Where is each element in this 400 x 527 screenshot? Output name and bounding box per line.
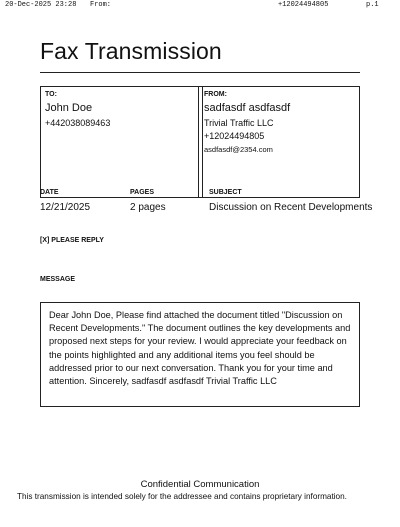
title-divider xyxy=(40,72,360,73)
fax-header-from-label: From: xyxy=(90,1,112,9)
address-divider xyxy=(198,87,203,197)
page-title: Fax Transmission xyxy=(40,38,222,64)
date-label: DATE xyxy=(40,189,59,196)
to-phone: +442038089463 xyxy=(45,118,111,128)
from-name: sadfasdf asdfasdf xyxy=(204,102,291,114)
fax-header-datetime: 20-Dec-2025 23:28 xyxy=(5,1,77,9)
fax-header-number: +12024494805 xyxy=(278,1,329,9)
message-body: Dear John Doe, Please find attached the document titled "Discussion on Recent Developments." The document outlines the key developments and proposed next steps for your review. I would appreciate your feedback on the points highlighted and any additional items you feel should be addressed prior to our next conversation. Thank you for your time and attention. Sincerely, sadfasdf asdfasdf Trivial Traffic LLC xyxy=(49,310,351,387)
address-box xyxy=(40,86,360,198)
from-label: FROM: xyxy=(204,91,227,98)
pages-value: 2 pages xyxy=(130,202,166,213)
fax-header-page: p.1 xyxy=(366,1,379,9)
message-box xyxy=(40,302,360,407)
message-label: MESSAGE xyxy=(40,276,76,283)
pages-label: PAGES xyxy=(130,189,154,196)
from-company: Trivial Traffic LLC xyxy=(204,118,274,128)
subject-label: SUBJECT xyxy=(209,189,242,196)
from-phone: +12024494805 xyxy=(204,131,265,141)
please-reply-flag: [X] PLEASE REPLY xyxy=(40,237,104,244)
footer-title: Confidential Communication xyxy=(140,479,260,490)
footer-note: This transmission is intended solely for the addressee and contains proprietary information. xyxy=(17,492,347,501)
to-name: John Doe xyxy=(45,102,93,114)
from-email: asdfasdf@2354.com xyxy=(204,145,273,154)
fax-transmission-header xyxy=(0,0,400,10)
to-label: TO: xyxy=(45,91,57,98)
date-value: 12/21/2025 xyxy=(40,202,91,213)
subject-value: Discussion on Recent Developments xyxy=(209,202,373,213)
